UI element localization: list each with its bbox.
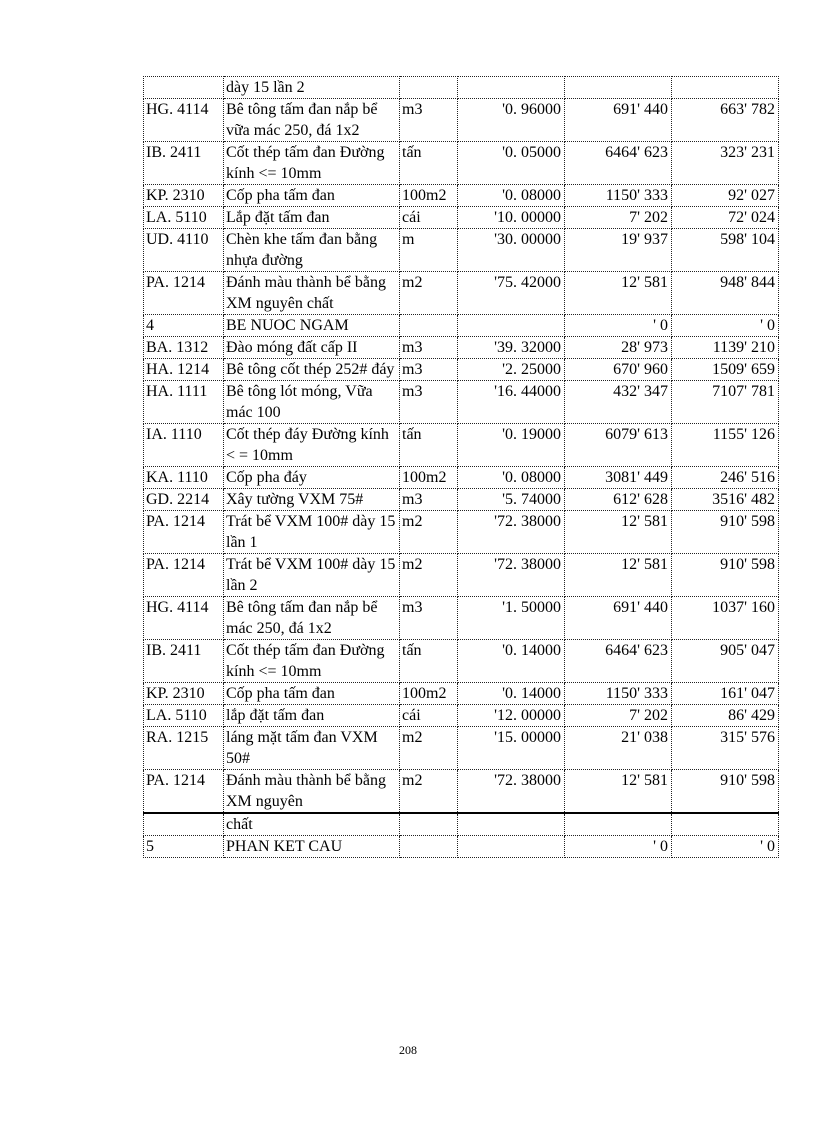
table-row [144,597,779,640]
cell-code: HA. 1214 [144,359,224,381]
cell-description: Đánh màu thành bể bằng XM nguyên chất [224,272,400,315]
cell-quantity: '2. 25000 [458,359,565,381]
table-row [144,207,779,229]
cell-unit-price: 7' 202 [565,705,672,727]
cell-unit: m3 [400,597,458,640]
table-row [144,770,779,814]
cell-unit-price: 3081' 449 [565,467,672,489]
cell-quantity: '39. 32000 [458,337,565,359]
cell-quantity: '72. 38000 [458,770,565,814]
cell-amount: 315' 576 [672,727,779,770]
cell-amount [672,77,779,99]
cell-quantity: '0. 14000 [458,683,565,705]
cell-code: PA. 1214 [144,554,224,597]
cell-unit: m3 [400,489,458,511]
table-row [144,381,779,424]
table-row [144,142,779,185]
cell-unit-price: 12' 581 [565,770,672,814]
cell-description: Cốp pha đáy [224,467,400,489]
cell-unit: 100m2 [400,683,458,705]
table-row [144,229,779,272]
cell-code: KP. 2310 [144,683,224,705]
cell-unit-price: 6464' 623 [565,640,672,683]
cell-quantity: '12. 00000 [458,705,565,727]
cell-description: Đánh màu thành bể bằng XM nguyên [224,770,400,814]
cell-description: láng mặt tấm đan VXM 50# [224,727,400,770]
cell-unit-price: 12' 581 [565,511,672,554]
table-row [144,489,779,511]
cell-quantity: '72. 38000 [458,511,565,554]
cell-unit-price: 1150' 333 [565,683,672,705]
cell-quantity: '75. 42000 [458,272,565,315]
cell-description: Cốp pha tấm đan [224,683,400,705]
cell-unit [400,813,458,836]
cell-amount: 598' 104 [672,229,779,272]
table-row [144,511,779,554]
cell-unit: m3 [400,99,458,142]
cell-description: Trát bể VXM 100# dày 15 lần 2 [224,554,400,597]
cell-quantity: '0. 96000 [458,99,565,142]
cell-description: chất [224,813,400,836]
cell-amount: 7107' 781 [672,381,779,424]
cell-unit-price: ' 0 [565,836,672,858]
cell-unit: m2 [400,511,458,554]
table-row [144,683,779,705]
cell-quantity: '1. 50000 [458,597,565,640]
cell-code: UD. 4110 [144,229,224,272]
cell-code: LA. 5110 [144,705,224,727]
cell-code: IA. 1110 [144,424,224,467]
cell-unit [400,77,458,99]
cell-description: Bê tông tấm đan nắp bể mác 250, đá 1x2 [224,597,400,640]
cell-unit: 100m2 [400,185,458,207]
cell-description: Bê tông lót móng, Vữa mác 100 [224,381,400,424]
cell-unit: 100m2 [400,467,458,489]
cell-unit-price: 691' 440 [565,597,672,640]
cell-code: PA. 1214 [144,770,224,814]
cell-description: Bê tông cốt thép 252# đáy [224,359,400,381]
table-row [144,554,779,597]
cell-code: KP. 2310 [144,185,224,207]
cell-unit: m3 [400,381,458,424]
cell-code: HA. 1111 [144,381,224,424]
cell-unit: m3 [400,337,458,359]
cell-description: Trát bể VXM 100# dày 15 lần 1 [224,511,400,554]
cell-amount: 323' 231 [672,142,779,185]
cell-code: PA. 1214 [144,511,224,554]
cell-amount: 86' 429 [672,705,779,727]
table-row [144,424,779,467]
cell-unit-price: 6079' 613 [565,424,672,467]
cell-description: Bê tông tấm đan nắp bể vữa mác 250, đá 1x2 [224,99,400,142]
cell-code: KA. 1110 [144,467,224,489]
cell-code: BA. 1312 [144,337,224,359]
cell-unit: m2 [400,272,458,315]
cell-description: Cốp pha tấm đan [224,185,400,207]
cell-amount: 1155' 126 [672,424,779,467]
cell-unit: m2 [400,770,458,814]
cell-quantity: '0. 14000 [458,640,565,683]
cell-description: dày 15 lần 2 [224,77,400,99]
table-row [144,640,779,683]
cell-unit-price: 12' 581 [565,554,672,597]
table-row [144,359,779,381]
cell-quantity [458,315,565,337]
cell-quantity: '15. 00000 [458,727,565,770]
cell-code: IB. 2411 [144,142,224,185]
cell-quantity: '0. 19000 [458,424,565,467]
cell-quantity: '0. 08000 [458,185,565,207]
cell-amount: 910' 598 [672,770,779,814]
cell-unit: m2 [400,554,458,597]
cell-description: Xây tường VXM 75# [224,489,400,511]
cell-amount: 1509' 659 [672,359,779,381]
cell-amount: 910' 598 [672,554,779,597]
cell-unit-price [565,77,672,99]
cell-unit: tấn [400,142,458,185]
cell-code: PA. 1214 [144,272,224,315]
cell-description: Chèn khe tấm đan bằng nhựa đường [224,229,400,272]
cell-code: LA. 5110 [144,207,224,229]
cell-amount [672,813,779,836]
cell-unit-price: 691' 440 [565,99,672,142]
cell-unit [400,836,458,858]
cell-quantity: '30. 00000 [458,229,565,272]
cell-unit: tấn [400,640,458,683]
table-row [144,99,779,142]
cell-unit: cái [400,207,458,229]
table-row [144,315,779,337]
cell-unit-price: 1150' 333 [565,185,672,207]
cell-unit-price: 21' 038 [565,727,672,770]
cell-quantity: '0. 05000 [458,142,565,185]
cell-description: PHAN KET CAU [224,836,400,858]
cell-unit [400,315,458,337]
cell-description: Cốt thép tấm đan Đường kính <= 10mm [224,142,400,185]
cell-unit-price: ' 0 [565,315,672,337]
cell-code: 4 [144,315,224,337]
cell-description: BE NUOC NGAM [224,315,400,337]
cell-quantity: '10. 00000 [458,207,565,229]
cell-code: HG. 4114 [144,597,224,640]
cell-quantity: '72. 38000 [458,554,565,597]
page-number: 208 [399,1043,417,1057]
cell-amount: 161' 047 [672,683,779,705]
cell-code: HG. 4114 [144,99,224,142]
cell-amount: 905' 047 [672,640,779,683]
cell-amount: 948' 844 [672,272,779,315]
table-row [144,705,779,727]
cell-code: RA. 1215 [144,727,224,770]
cell-code [144,77,224,99]
cell-description: lắp đặt tấm đan [224,705,400,727]
cell-unit-price [565,813,672,836]
cell-amount: 910' 598 [672,511,779,554]
cell-unit: m3 [400,359,458,381]
cell-amount: 3516' 482 [672,489,779,511]
cell-description: Lắp đặt tấm đan [224,207,400,229]
cell-unit: m2 [400,727,458,770]
cell-description: Cốt thép tấm đan Đường kính <= 10mm [224,640,400,683]
cell-unit-price: 612' 628 [565,489,672,511]
cell-amount: 1037' 160 [672,597,779,640]
table-row [144,467,779,489]
cell-quantity [458,813,565,836]
cell-amount: ' 0 [672,836,779,858]
table-row [144,337,779,359]
table-body [144,77,779,858]
cell-code: GD. 2214 [144,489,224,511]
cell-code: IB. 2411 [144,640,224,683]
table-row [144,272,779,315]
table-row [144,185,779,207]
cell-amount: 92' 027 [672,185,779,207]
table-row [144,77,779,99]
cell-code: 5 [144,836,224,858]
cell-amount: 663' 782 [672,99,779,142]
cell-quantity: '5. 74000 [458,489,565,511]
cell-amount: 72' 024 [672,207,779,229]
cell-unit-price: 6464' 623 [565,142,672,185]
cell-quantity [458,836,565,858]
cell-unit-price: 670' 960 [565,359,672,381]
cell-code [144,813,224,836]
cell-amount: 246' 516 [672,467,779,489]
cell-amount: 1139' 210 [672,337,779,359]
cell-unit-price: 12' 581 [565,272,672,315]
cell-unit: cái [400,705,458,727]
bill-of-quantities-table [143,76,779,858]
cell-amount: ' 0 [672,315,779,337]
table-row [144,836,779,858]
table-row [144,813,779,836]
cell-unit: m [400,229,458,272]
cell-quantity [458,77,565,99]
cell-unit-price: 28' 973 [565,337,672,359]
cell-unit-price: 7' 202 [565,207,672,229]
cell-unit: tấn [400,424,458,467]
cell-quantity: '0. 08000 [458,467,565,489]
cell-unit-price: 19' 937 [565,229,672,272]
cell-unit-price: 432' 347 [565,381,672,424]
cell-description: Cốt thép đáy Đường kính < = 10mm [224,424,400,467]
cell-description: Đào móng đất cấp II [224,337,400,359]
cell-quantity: '16. 44000 [458,381,565,424]
table-row [144,727,779,770]
